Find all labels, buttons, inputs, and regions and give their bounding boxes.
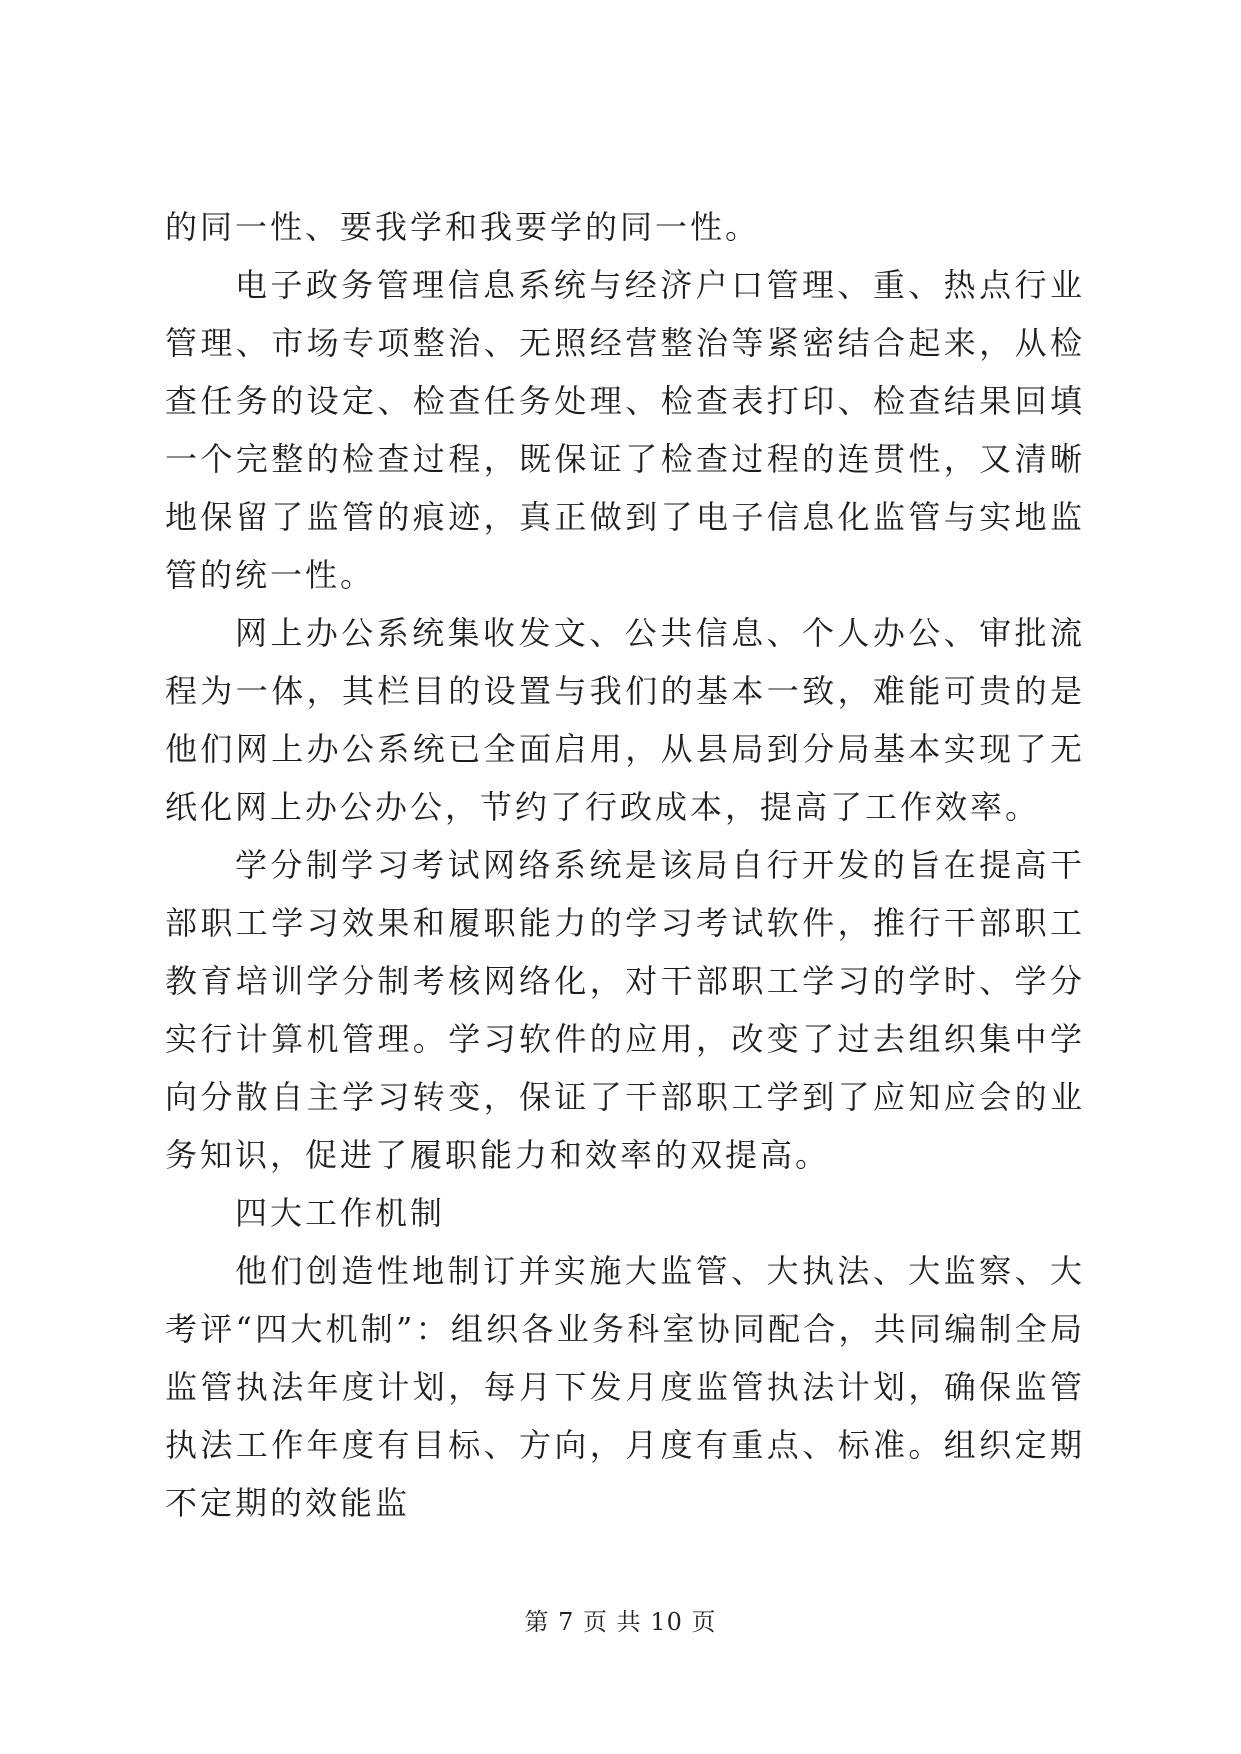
paragraph-continuation: 的同一性、要我学和我要学的同一性。 — [165, 208, 761, 246]
section-heading-four-mechanisms: 四大工作机制 — [235, 1194, 446, 1232]
page-number-footer: 第 7 页 共 10 页 — [524, 1608, 717, 1636]
paragraph-credit-learning-system: 学分制学习考试网络系统是该局自行开发的旨在提高干部职工学习效果和履职能力的学习考试软件，推行干部职工教育培训学分制考核网络化，对干部职工学习的学时、学分实行计算机管理。学习软件的应用，改变了过去组织集中学向分散自主学习转变，保证了干部职工学到了应知应会的业务知识，促进了履职能力和效率的双提高。 — [165, 846, 1085, 1174]
paragraph-online-office-system: 网上办公系统集收发文、公共信息、个人办公、审批流程为一体，其栏目的设置与我们的基本一致，难能可贵的是他们网上办公系统已全面启用，从县局到分局基本实现了无纸化网上办公办公，节约了行政成本，提高了工作效率。 — [165, 614, 1085, 826]
paragraph-four-mechanisms: 他们创造性地制订并实施大监管、大执法、大监察、大考评“四大机制”：组织各业务科室协同配合，共同编制全局监管执法年度计划，每月下发月度监管执法计划，确保监管执法工作年度有目标、方向，月度有重点、标准。组织定期不定期的效能监 — [165, 1252, 1085, 1522]
paragraph-e-government-system: 电子政务管理信息系统与经济户口管理、重、热点行业管理、市场专项整治、无照经营整治等紧密结合起来，从检查任务的设定、检查任务处理、检查表打印、检查结果回填一个完整的检查过程，既保证了检查过程的连贯性，又清晰地保留了监管的痕迹，真正做到了电子信息化监管与实地监管的统一性。 — [165, 266, 1085, 594]
document-body — [165, 198, 1085, 1532]
